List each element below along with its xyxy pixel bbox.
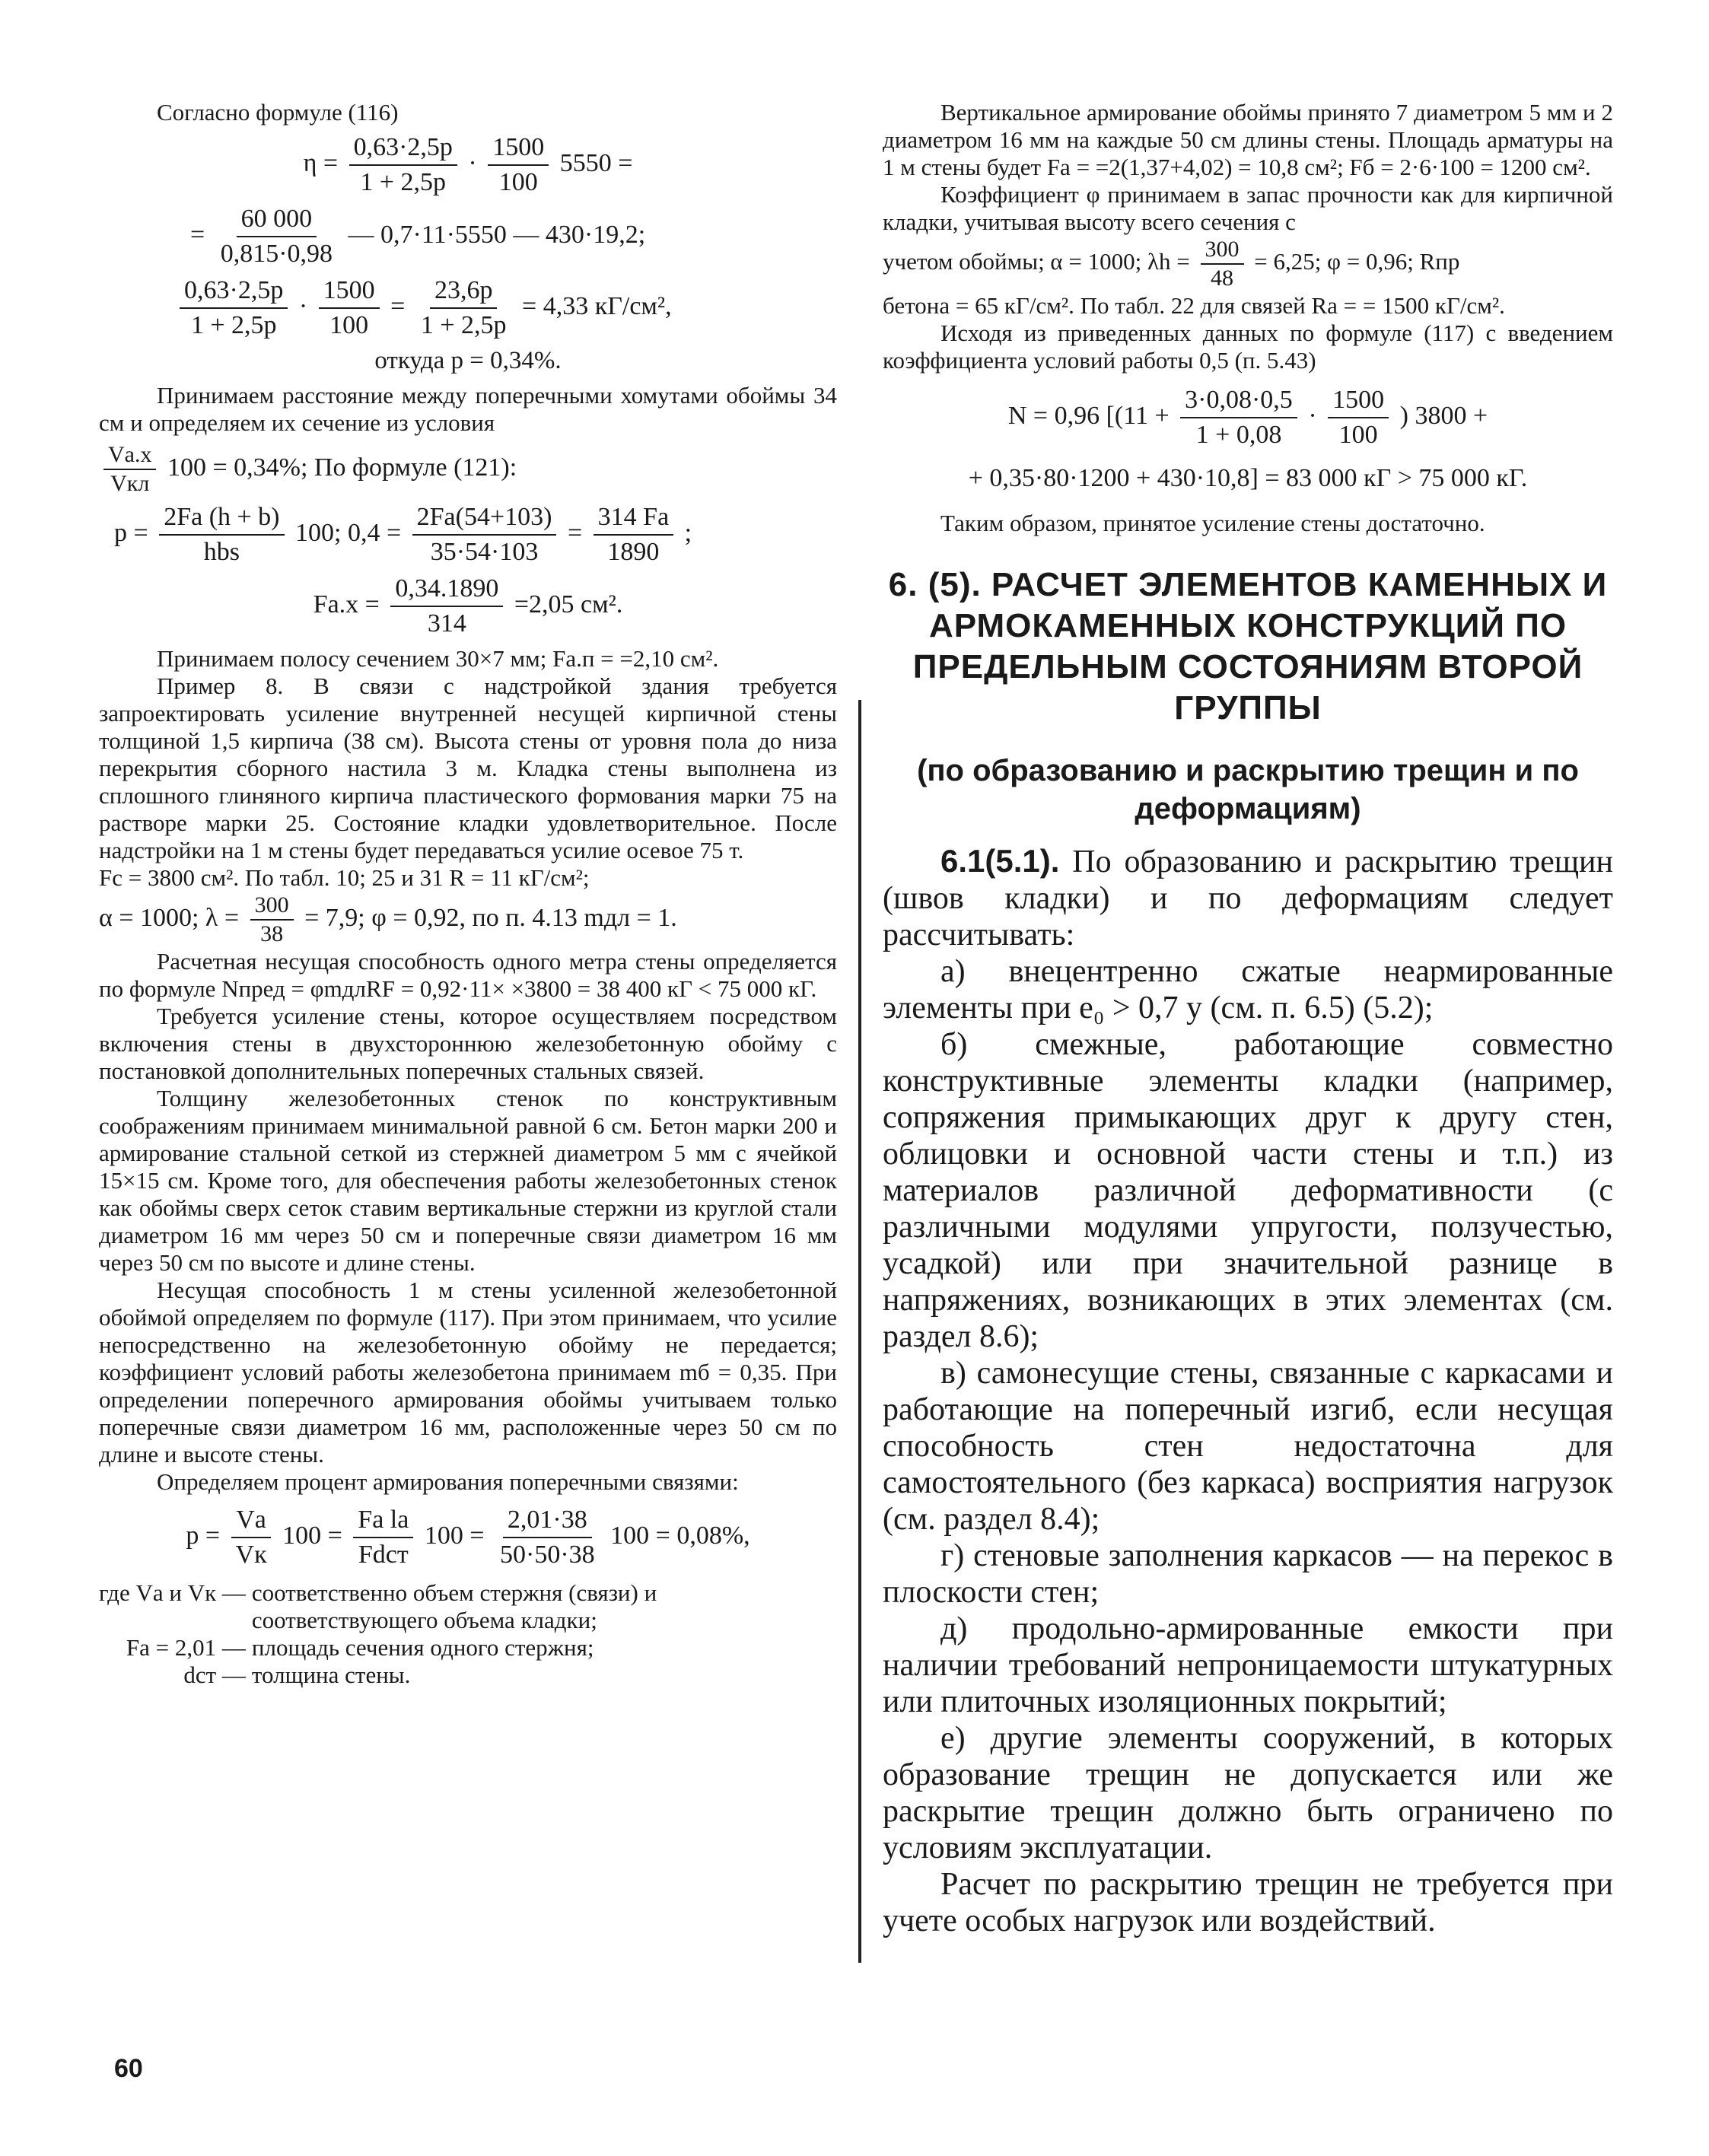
section-heading: 6. (5). РАСЧЕТ ЭЛЕМЕНТОВ КАМЕННЫХ И АРМОКАМЕННЫХ КОНСТРУКЦИЙ ПО ПРЕДЕЛЬНЫМ СОСТОЯНИЯМ ВТОРОЙ ГРУППЫ: [888, 566, 1608, 727]
denominator: Vкл: [110, 471, 150, 496]
symbol-legend: [99, 1579, 837, 1689]
numerator: 2Fа (h + b): [159, 502, 284, 536]
formula-lambda: [99, 893, 837, 946]
paragraph: Вертикальное армирование обоймы принято 7 диаметром 5 мм и 2 диаметром 16 мм на каждые 50 см длины стены. Площадь арматуры на 1 м стены будет Fа = =2(1,37+4,02) = 10,8 см²; Fб = 2·6·100 = 1200 см².: [883, 99, 1613, 180]
clause-6-1: [883, 843, 1613, 953]
numerator: Vа: [231, 1505, 271, 1538]
formula-part: 100 = 0,08%,: [610, 1521, 750, 1550]
numerator: 1500: [1328, 385, 1389, 418]
numerator: 300: [250, 893, 294, 921]
numerator: 2,01·38: [503, 1505, 592, 1538]
formula-continuation: [99, 204, 837, 269]
denominator: 1 + 0,08: [1195, 421, 1282, 449]
paragraph: Таким образом, принятое усиление стены достаточно.: [940, 510, 1485, 536]
numerator: 23,6p: [430, 275, 498, 309]
formula-part: учетом обоймы; α = 1000; λh =: [883, 248, 1190, 275]
paragraph: Несущая способность 1 м стены усиленной железобетонной обоймой определяем по формуле (117). При этом принимаем, что усилие непосредственно на железобетонную обойму не передается; коэффициент условий работы железобетона принимаем mб = 0,35. При определении поперечного армирования обоймы учитываем только поперечные связи диаметром 16 мм, расположенные через 50 см по длине и высоте стены.: [99, 1277, 837, 1468]
fraction: [412, 502, 557, 568]
legend-term: dст —: [183, 1662, 246, 1688]
formula-eta: [99, 132, 837, 198]
formula-ratio: [99, 443, 837, 496]
closing-paragraph: Расчет по раскрытию трещин не требуется при учете особых нагрузок или воздействий.: [883, 1867, 1613, 1938]
paragraph: Fc = 3800 см². По табл. 10; 25 и 31 R = 11 кГ/см²;: [99, 864, 590, 891]
paragraph: Определяем процент армирования поперечными связями:: [157, 1468, 739, 1495]
formula-part: Fа.х =: [313, 590, 380, 618]
paragraph: Коэффициент φ принимаем в запас прочности как для кирпичной кладки, учитывая высоту всего сечения с: [883, 181, 1613, 235]
legend-definition: толщина стены.: [251, 1662, 411, 1688]
formula-part: 5550 =: [559, 148, 633, 177]
fraction: [594, 502, 674, 568]
numerator: 1500: [319, 275, 380, 309]
denominator: Fdст: [358, 1541, 409, 1569]
formula-N: [883, 385, 1613, 450]
formula-fax: [99, 574, 837, 639]
denominator: 1 + 2,5p: [420, 311, 507, 339]
formula-part: = 4,33 кГ/см²,: [522, 291, 672, 320]
numerator: 0,34.1890: [390, 574, 503, 607]
formula-part: p =: [114, 518, 148, 547]
legend-term: где Vа и Vк —: [99, 1579, 246, 1606]
right-column: [883, 99, 1613, 1939]
legend-definition: площадь сечения одного стержня;: [251, 1634, 594, 1661]
fraction: [1201, 237, 1244, 291]
fraction: [216, 204, 337, 269]
formula-part: =: [567, 518, 583, 547]
formula-part: — 0,7·11·5550 — 430·19,2;: [348, 220, 646, 249]
list-item: д) продольно-армированные емкости при наличии требований непроницаемости штукатурных или плиточных изоляционных покрытий;: [883, 1611, 1613, 1719]
fraction: [349, 132, 457, 198]
list-item: а) внецентренно сжатые неармированные элементы при e₀ > 0,7 y (см. п. 6.5) (5.2);: [883, 954, 1613, 1026]
formula-N-result: + 0,35·80·1200 + 430·10,8] = 83 000 кГ > 75 000 кГ.: [968, 464, 1528, 492]
fraction: [180, 275, 288, 341]
legend-row: [99, 1579, 837, 1634]
numerator: Vа.х: [103, 443, 156, 470]
section-subheading: (по образованию и раскрытию трещин и по деформациям): [917, 754, 1579, 825]
left-column: [99, 99, 837, 1689]
formula-part: ;: [684, 518, 692, 547]
intro-text: Согласно формуле (116): [157, 99, 399, 126]
denominator: 1 + 2,5p: [190, 311, 277, 339]
denominator: 314: [427, 609, 466, 638]
denominator: 50·50·38: [500, 1541, 595, 1569]
formula-lambda-h: [883, 237, 1613, 291]
formula-reinforcement: [99, 1505, 837, 1570]
denominator: 48: [1211, 266, 1234, 291]
example-paragraph: Пример 8. В связи с надстройкой здания требуется запроектировать усиление внутренней несущей кирпичной стены толщиной 1,5 кирпича (38 см). Высота стены от уровня пола до низа перекрытия сборного настила 3 м. Кладка стены выполнена из сплошного глиняного кирпича пластического формования марки 75 на растворе марки 25. Состояние кладки удовлетворительное. После надстройки на 1 м стены будет передаваться усилие осевое 75 т.: [99, 673, 837, 863]
fraction: [319, 275, 380, 341]
legend-row: [99, 1662, 837, 1689]
formula-part: = 7,9; φ = 0,92, по п. 4.13 mдл = 1.: [304, 903, 677, 932]
fraction: [1180, 385, 1297, 450]
fraction: [250, 893, 294, 946]
formula-part: =: [190, 220, 205, 249]
column-divider: [858, 700, 861, 1963]
paragraph: Принимаем полосу сечением 30×7 мм; Fа.п = =2,10 см².: [157, 645, 719, 672]
fraction: [390, 574, 503, 639]
denominator: 1890: [607, 538, 660, 566]
page-number: 60: [114, 2054, 143, 2083]
fraction: [353, 1505, 413, 1570]
paragraph: Требуется усиление стены, которое осуществляем посредством включения стены в двухстороннюю железобетонную обойму с постановкой дополнительных поперечных стальных связей.: [99, 1003, 837, 1084]
formula-part: α = 1000; λ =: [99, 903, 240, 932]
numerator: 300: [1201, 237, 1244, 265]
fraction: [159, 502, 284, 568]
formula-part: =: [390, 291, 406, 320]
clause-number: 6.1(5.1).: [940, 843, 1060, 879]
denominator: 0,815·0,98: [220, 240, 333, 268]
denominator: Vк: [235, 1541, 267, 1569]
formula-part: 100 = 0,34%; По формуле (121):: [167, 453, 517, 482]
denominator: 35·54·103: [430, 538, 539, 566]
paragraph: Исходя из приведенных данных по формуле (117) с введением коэффициента условий работы 0,5 (п. 5.43): [883, 320, 1613, 374]
numerator: 0,63·2,5p: [180, 275, 288, 309]
formula-part: ) 3800 +: [1399, 401, 1488, 430]
denominator: 38: [260, 921, 284, 946]
fraction: [495, 1505, 600, 1570]
numerator: Fа lа: [353, 1505, 413, 1538]
fraction: [488, 132, 549, 198]
formula-part: =2,05 см².: [514, 590, 623, 618]
paragraph: бетона = 65 кГ/см². По табл. 22 для связей Rа = = 1500 кГ/см².: [883, 292, 1505, 319]
formula-p: [99, 502, 837, 568]
fraction: [1328, 385, 1389, 450]
numerator: 0,63·2,5p: [349, 132, 457, 166]
legend-row: [99, 1634, 837, 1662]
formula-part: η =: [303, 148, 339, 177]
list-item: г) стеновые заполнения каркасов — на перекос в плоскости стен;: [883, 1538, 1613, 1610]
formula-equation: [99, 275, 837, 341]
paragraph: Толщину железобетонных стенок по конструктивным соображениям принимаем минимальной равной 6 см. Бетон марки 200 и армирование стальной сеткой из стержней диаметром 5 мм с ячейкой 15×15 см. Кроме того, для обеспечения работы железобетонных стенок как обоймы сверх сеток ставим вертикальные стержни из круглой стали диаметром 16 мм через 50 см и поперечные связи диаметром 16 мм через 50 см по высоте и длине стены.: [99, 1085, 837, 1276]
formula-result: откуда p = 0,34%.: [374, 347, 562, 374]
formula-part: 100 =: [282, 1521, 342, 1550]
formula-part: 100; 0,4 =: [295, 518, 402, 547]
paragraph: Принимаем расстояние между поперечными хомутами обоймы 34 см и определяем их сечение из условия: [99, 382, 837, 436]
denominator: 100: [498, 168, 538, 196]
denominator: 100: [1338, 421, 1378, 449]
legend-term: Fа = 2,01 —: [126, 1634, 246, 1661]
formula-part: ·: [1308, 401, 1317, 430]
numerator: 1500: [488, 132, 549, 166]
list-item: е) другие элементы сооружений, в которых образование трещин не допускается или же раскрытие трещин должно быть ограничено по условиям эксплуатации.: [883, 1721, 1613, 1865]
denominator: hbs: [203, 538, 240, 566]
formula-part: ·: [298, 291, 308, 320]
denominator: 1 + 2,5p: [360, 168, 447, 196]
list-item: в) самонесущие стены, связанные с каркасами и работающие на поперечный изгиб, если несущая способность стен недостаточна для самостоятельного (без каркаса) восприятия нагрузок (см. раздел 8.4);: [883, 1356, 1613, 1537]
formula-part: = 6,25; φ = 0,96; Rпр: [1254, 248, 1460, 275]
numerator: 2Fа(54+103): [412, 502, 557, 536]
formula-part: N = 0,96 [(11 +: [1007, 401, 1170, 430]
fraction: [231, 1505, 272, 1570]
legend-definition: соответственно объем стержня (связи) и соответствующего объема кладки;: [251, 1579, 657, 1633]
denominator: 100: [329, 311, 369, 339]
paragraph: Расчетная несущая способность одного метра стены определяется по формуле Nпред = φmдлRF = 0,92·11× ×3800 = 38 400 кГ < 75 000 кГ.: [99, 948, 837, 1002]
list-item: б) смежные, работающие совместно конструктивные элементы кладки (например, сопряжения примыкающих друг к другу стен, облицовки и основной части стены и т.п.) из материалов различной деформативности (с различными модулями упругости, ползучестью, усадкой) или при значительной разнице в напряжениях, возникающих в этих элементах (см. раздел 8.6);: [883, 1027, 1613, 1354]
fraction: [416, 275, 511, 341]
numerator: 60 000: [237, 204, 317, 237]
fraction: [103, 443, 156, 496]
clause-text: По образованию и раскрытию трещин (швов кладки) и по деформациям следует рассчитывать:: [883, 844, 1613, 952]
formula-part: 100 =: [424, 1521, 485, 1550]
formula-part: ·: [468, 148, 477, 177]
formula-part: p =: [186, 1521, 221, 1550]
numerator: 3·0,08·0,5: [1180, 385, 1297, 418]
numerator: 314 Fа: [594, 502, 674, 536]
